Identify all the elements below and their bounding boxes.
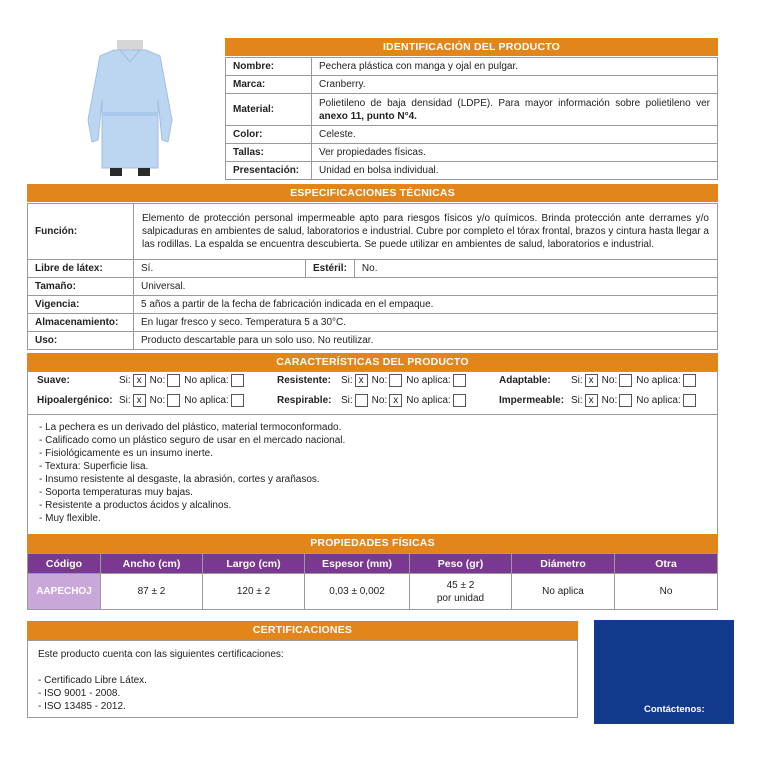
no-label: No:: [601, 395, 618, 406]
vigencia-value: 5 años a partir de la fecha de fabricación indicada en el empaque.: [134, 296, 718, 314]
hipoalergenico-label: Hipoalergénico:: [37, 395, 113, 406]
vigencia-label: Vigencia:: [28, 296, 134, 314]
hipoalergenico-si-checkbox[interactable]: x: [133, 394, 146, 407]
presentacion-label: Presentación:: [226, 162, 312, 180]
check-group-suave: [37, 374, 248, 387]
col-diametro: Diámetro: [512, 554, 615, 574]
caracteristicas-panel: [27, 371, 718, 536]
bullet-item: - Soporta temperaturas muy bajas.: [39, 487, 193, 498]
si-label: Si:: [341, 395, 353, 406]
material-annex: anexo 11, punto N°4.: [319, 110, 417, 122]
resistente-si-checkbox[interactable]: x: [355, 374, 368, 387]
resistente-label: Resistente:: [277, 375, 331, 386]
propiedades-header: PROPIEDADES FÍSICAS: [27, 534, 718, 553]
largo-cell: 120 ± 2: [203, 574, 305, 610]
si-label: Si:: [571, 395, 583, 406]
ancho-cell: 87 ± 2: [101, 574, 203, 610]
check-group-adaptable: [499, 374, 700, 387]
cert-item: - Certificado Libre Látex.: [38, 675, 147, 686]
no-label: No:: [601, 375, 618, 386]
col-ancho: Ancho (cm): [101, 554, 203, 574]
hipoalergenico-na-checkbox[interactable]: [231, 394, 244, 407]
bullet-item: - La pechera es un derivado del plástico, material termoconformado.: [39, 422, 342, 433]
especificaciones-header: ESPECIFICACIONES TÉCNICAS: [27, 184, 718, 202]
suave-no-checkbox[interactable]: [167, 374, 180, 387]
esteril-label: Estéril:: [306, 260, 355, 278]
bullet-item: - Fisiológicamente es un insumo inerte.: [39, 448, 213, 459]
presentacion-value: Unidad en bolsa individual.: [312, 162, 718, 180]
funcion-value: Elemento de protección personal impermeable apto para riesgos físicos y/o químicos. Brinda protección ante derrames y/o salpicaduras en ambientes de salud, laboratorios e industrial. Cubre por completo el tórax frontal, brazos y cintura hasta llegar a las rodillas. La espalda se encuentra descubierta. Se puede utilizar en ambientes de salud, laboratorios e industrial.: [134, 204, 718, 260]
contact-label: Contáctenos:: [644, 704, 705, 715]
check-group-hipoalergenico: [37, 394, 248, 407]
nombre-label: Nombre:: [226, 58, 312, 76]
col-largo: Largo (cm): [203, 554, 305, 574]
uso-value: Producto descartable para un solo uso. No reutilizar.: [134, 332, 718, 350]
check-group-impermeable: [499, 394, 700, 407]
otra-cell: No: [615, 574, 718, 610]
almacenamiento-label: Almacenamiento:: [28, 314, 134, 332]
material-label: Material:: [226, 94, 312, 126]
si-label: Si:: [119, 375, 131, 386]
tallas-label: Tallas:: [226, 144, 312, 162]
na-label: No aplica:: [184, 395, 229, 406]
cert-item: - ISO 13485 - 2012.: [38, 701, 126, 712]
adaptable-si-checkbox[interactable]: x: [585, 374, 598, 387]
tamano-label: Tamaño:: [28, 278, 134, 296]
bullet-item: - Calificado como un plástico seguro de usar en el mercado nacional.: [39, 435, 346, 446]
si-label: Si:: [119, 395, 131, 406]
esteril-value: No.: [354, 260, 717, 278]
col-otra: Otra: [615, 554, 718, 574]
certificaciones-header: CERTIFICACIONES: [27, 621, 578, 640]
nombre-value: Pechera plástica con manga y ojal en pulgar.: [312, 58, 718, 76]
product-image: [80, 40, 180, 180]
na-label: No aplica:: [406, 375, 451, 386]
na-label: No aplica:: [636, 375, 681, 386]
adaptable-na-checkbox[interactable]: [683, 374, 696, 387]
no-label: No:: [149, 395, 166, 406]
peso-cell: [410, 574, 512, 610]
col-espesor: Espesor (mm): [305, 554, 410, 574]
bullet-item: - Textura: Superficie lisa.: [39, 461, 149, 472]
si-label: Si:: [341, 375, 353, 386]
funcion-label: Función:: [28, 204, 134, 260]
diametro-cell: No aplica: [512, 574, 615, 610]
respirable-no-checkbox[interactable]: x: [389, 394, 402, 407]
impermeable-si-checkbox[interactable]: x: [585, 394, 598, 407]
na-label: No aplica:: [406, 395, 451, 406]
respirable-si-checkbox[interactable]: [355, 394, 368, 407]
latex-value: Sí.: [134, 260, 306, 278]
no-label: No:: [371, 375, 388, 386]
marca-label: Marca:: [226, 76, 312, 94]
propiedades-table: [27, 553, 718, 610]
col-codigo: Código: [28, 554, 101, 574]
na-label: No aplica:: [184, 375, 229, 386]
bullet-item: - Resistente a productos ácidos y alcalinos.: [39, 500, 232, 511]
col-peso: Peso (gr): [410, 554, 512, 574]
espesor-cell: 0,03 ± 0,002: [305, 574, 410, 610]
suave-na-checkbox[interactable]: [231, 374, 244, 387]
certificaciones-intro: Este producto cuenta con las siguientes certificaciones:: [38, 649, 284, 660]
material-value: Polietileno de baja densidad (LDPE). Para mayor información sobre polietileno ver anexo 11, punto N°4.: [312, 94, 718, 126]
gown-illustration: [80, 40, 180, 180]
caracteristicas-bullets: [39, 421, 345, 525]
certificaciones-panel: [27, 640, 578, 718]
impermeable-na-checkbox[interactable]: [683, 394, 696, 407]
color-value: Celeste.: [312, 126, 718, 144]
no-label: No:: [149, 375, 166, 386]
adaptable-no-checkbox[interactable]: [619, 374, 632, 387]
suave-label: Suave:: [37, 375, 70, 386]
codigo-cell: AAPECHOJ: [28, 574, 101, 610]
respirable-na-checkbox[interactable]: [453, 394, 466, 407]
divider: [28, 414, 717, 415]
caracteristicas-header: CARACTERÍSTICAS DEL PRODUCTO: [27, 353, 718, 371]
uso-label: Uso:: [28, 332, 134, 350]
resistente-na-checkbox[interactable]: [453, 374, 466, 387]
no-label: No:: [371, 395, 388, 406]
check-group-respirable: [277, 394, 470, 407]
especificaciones-table: [27, 203, 718, 350]
identificacion-header: IDENTIFICACIÓN DEL PRODUCTO: [225, 38, 718, 56]
latex-label: Libre de látex:: [28, 260, 134, 278]
respirable-label: Respirable:: [277, 395, 332, 406]
hipoalergenico-no-checkbox[interactable]: [167, 394, 180, 407]
check-group-resistente: [277, 374, 470, 387]
tamano-value: Universal.: [134, 278, 718, 296]
color-label: Color:: [226, 126, 312, 144]
adaptable-label: Adaptable:: [499, 375, 551, 386]
contact-box[interactable]: [594, 620, 734, 724]
tallas-value: Ver propiedades físicas.: [312, 144, 718, 162]
marca-value: Cranberry.: [312, 76, 718, 94]
impermeable-label: Impermeable:: [499, 395, 565, 406]
na-label: No aplica:: [636, 395, 681, 406]
bullet-item: - Muy flexible.: [39, 513, 101, 524]
suave-si-checkbox[interactable]: x: [133, 374, 146, 387]
peso-unit: por unidad: [436, 592, 485, 604]
cert-item: - ISO 9001 - 2008.: [38, 688, 121, 699]
si-label: Si:: [571, 375, 583, 386]
peso-value: 45 ± 2: [446, 579, 475, 591]
impermeable-no-checkbox[interactable]: [619, 394, 632, 407]
bullet-item: - Insumo resistente al desgaste, la abrasión, cortes y arañasos.: [39, 474, 320, 485]
resistente-no-checkbox[interactable]: [389, 374, 402, 387]
almacenamiento-value: En lugar fresco y seco. Temperatura 5 a 30°C.: [134, 314, 718, 332]
identificacion-table: [225, 57, 718, 180]
